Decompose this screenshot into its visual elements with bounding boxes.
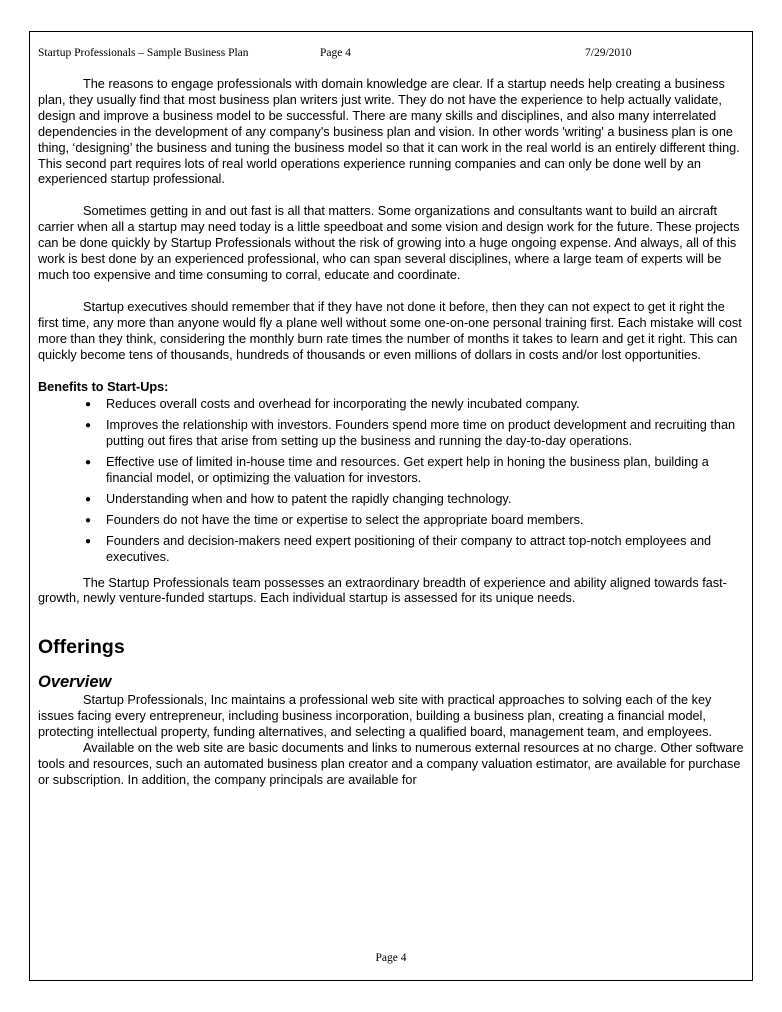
bullet-icon: ●: [85, 514, 92, 526]
paragraph-team: The Startup Professionals team possesses an extraordinary breadth of experience and ability aligned towards fast-growth, newly venture-funded startups. Each individual startup is assessed for its unique needs.: [38, 575, 727, 606]
list-item: [85, 533, 746, 566]
bullet-icon: ●: [85, 535, 92, 547]
document-body: [38, 77, 746, 789]
list-item-text: Understanding when and how to patent the rapidly changing technology.: [106, 491, 512, 506]
list-item-text: Improves the relationship with investors. Founders spend more time on product development and recruiting than putting out fires that arise from setting up the business and running the day-to-day operations.: [106, 418, 736, 449]
list-item-text: Reduces overall costs and overhead for incorporating the newly incubated company.: [106, 397, 580, 412]
paragraph-speed: Sometimes getting in and out fast is all that matters. Some organizations and consultants want to build an aircraft carrier when all a startup may need today is a little speedboat and some vision and design work for the future. These projects can be done quickly by Startup Professionals without the risk of growing into a huge ongoing expense. And always, all of this work is best done by an experienced professional, who can span several disciplines, where a large team of experts will be much too expensive and time consuming to corral, educate and coordinate.: [38, 204, 740, 282]
bullet-icon: ●: [85, 457, 92, 469]
header-title: Startup Professionals – Sample Business Plan: [38, 47, 249, 59]
list-item-text: Founders and decision-makers need expert positioning of their company to attract top-notch employees and executives.: [106, 533, 712, 564]
page-header: [38, 47, 744, 63]
benefits-heading: Benefits to Start-Ups:: [38, 379, 169, 394]
paragraph-overview-website: Startup Professionals, Inc maintains a professional web site with practical approaches to solving each of the key issues facing every entrepreneur, including business incorporation, building a business plan, creating a financial model, protecting intellectual property, funding alternatives, and selecting a qualified board, management team, and employees.: [38, 693, 713, 740]
bullet-icon: ●: [85, 493, 92, 505]
list-item: [85, 418, 746, 450]
list-item-text: Effective use of limited in-house time and resources. Get expert help in honing the business plan, building a financial model, or optimizing the valuation for investors.: [106, 455, 709, 486]
header-date: 7/29/2010: [585, 47, 632, 59]
header-page-number: Page 4: [320, 47, 351, 59]
footer-page-number: Page 4: [375, 952, 407, 964]
subsection-heading-overview: Overview: [38, 673, 112, 692]
list-item: [85, 512, 746, 529]
list-item: [85, 491, 746, 508]
bullet-icon: ●: [85, 399, 92, 411]
paragraph-domain-knowledge: The reasons to engage professionals with domain knowledge are clear. If a startup needs help creating a business plan, they usually find that most business plan writers just write. They do not have the experience to help actually validate, design and improve a business model to be successful. There are many skills and disciplines, and also many interrelated dependencies in the development of any company's business plan and vision. In other words 'writing' a business plan is one thing, ‘designing’ the business and tuning the business model so that it can work in the real world is an entirely different thing. This second part requires lots of real world operations experience running companies and can only be done well by an experienced startup professional.: [38, 77, 740, 187]
list-item: [85, 397, 746, 413]
page-footer: [0, 952, 782, 964]
paragraph-executives: Startup executives should remember that if they have not done it before, then they can not expect to get it right the first time, any more than anyone would fly a plane well without some one-on-one personal training first. Each mistake will cost more than they think, considering the monthly burn rate times the number of months it takes to learn and get it right. This can quickly become tens of thousands, hundreds of thousands or even millions of dollars in costs and/or lost opportunities.: [38, 299, 742, 362]
benefits-list: [38, 397, 746, 565]
list-item-text: Founders do not have the time or expertise to select the appropriate board members.: [106, 512, 584, 527]
paragraph-overview-resources: Available on the web site are basic documents and links to numerous external resources at no charge. Other software tools and resources, such an automated business plan creator and a company valuation estimator, are available for purchase or subscription. In addition, the company principals are available for: [38, 741, 744, 787]
list-item: [85, 455, 746, 487]
section-heading-offerings: Offerings: [38, 636, 125, 659]
bullet-icon: ●: [85, 420, 92, 432]
